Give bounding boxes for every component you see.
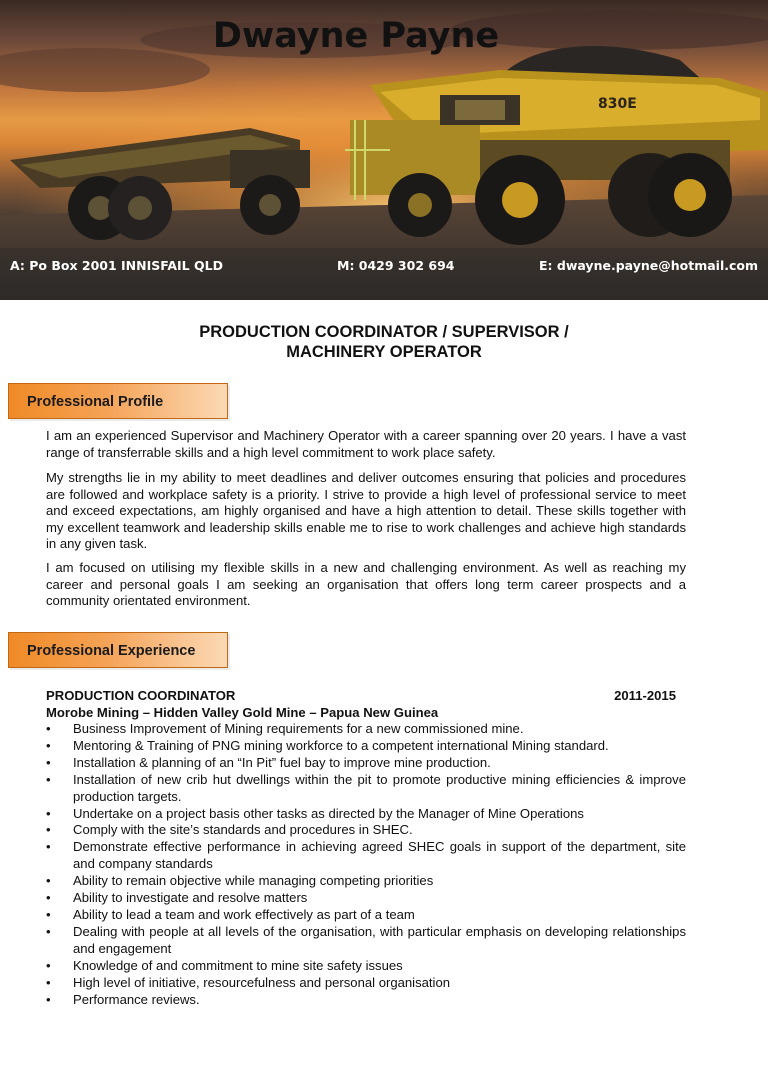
list-item xyxy=(46,958,686,975)
duty-text: Performance reviews. xyxy=(73,991,200,1007)
truck-number: 830E xyxy=(598,96,637,112)
role-heading xyxy=(46,687,676,704)
list-item xyxy=(46,975,686,992)
duties-list xyxy=(46,721,686,1008)
role-title: PRODUCTION COORDINATOR xyxy=(46,688,236,703)
profile-paragraph: I am focused on utilising my flexible skills in a new and challenging environment. As well as reaching my career and personal goals I am seeking an organisation that offers long term career prospects and a community orientated environment. xyxy=(46,560,686,609)
duty-text: Demonstrate effective performance in achieving agreed SHEC goals in support of the department, site and company standards xyxy=(73,839,686,872)
duty-text: Undertake on a project basis other tasks as directed by the Manager of Mine Operations xyxy=(73,805,584,821)
duty-text: High level of initiative, resourcefulness and personal organisation xyxy=(73,974,451,990)
list-item xyxy=(46,924,686,958)
bullet-icon: • xyxy=(46,890,51,906)
header-banner xyxy=(0,0,768,300)
duty-text: Dealing with people at all levels of the organisation, with particular emphasis on developing relationships and engagement xyxy=(73,923,686,956)
large-dump-truck xyxy=(345,70,768,245)
bullet-icon: • xyxy=(46,805,51,821)
bullet-icon: • xyxy=(46,974,51,990)
bullet-icon: • xyxy=(46,957,51,973)
section-heading-experience xyxy=(8,632,228,668)
list-item xyxy=(46,839,686,873)
bullet-icon: • xyxy=(46,737,51,753)
mobile-text: M: 0429 302 694 xyxy=(337,258,455,273)
bullet-icon: • xyxy=(46,923,51,939)
section-heading-profile xyxy=(8,383,228,419)
profile-paragraph: I am an experienced Supervisor and Machinery Operator with a career spanning over 20 years. I have a vast range of transferrable skills and a high level commitment to work place safety. xyxy=(46,428,686,460)
duty-text: Installation & planning of an “In Pit” fuel bay to improve mine production. xyxy=(73,754,491,770)
bullet-icon: • xyxy=(46,991,51,1007)
list-item xyxy=(46,772,686,806)
job-title-line-1: PRODUCTION COORDINATOR / SUPERVISOR / xyxy=(199,323,569,341)
list-item xyxy=(46,822,686,839)
bullet-icon: • xyxy=(46,873,51,889)
duty-text: Business Improvement of Mining requirements for a new commissioned mine. xyxy=(73,721,524,736)
list-item xyxy=(46,721,686,738)
list-item xyxy=(46,890,686,907)
job-title-line-2: MACHINERY OPERATOR xyxy=(286,343,482,361)
list-item xyxy=(46,873,686,890)
section-heading-label: Professional Experience xyxy=(27,643,196,659)
bullet-icon: • xyxy=(46,721,51,736)
list-item xyxy=(46,738,686,755)
duty-text: Ability to remain objective while managing competing priorities xyxy=(73,873,434,889)
contact-bar xyxy=(0,250,768,280)
section-heading-label: Professional Profile xyxy=(27,394,164,410)
job-title xyxy=(0,322,768,362)
duty-text: Ability to investigate and resolve matters xyxy=(73,890,308,906)
list-item xyxy=(46,992,686,1009)
duty-text: Comply with the site’s standards and procedures in SHEC. xyxy=(73,822,413,838)
list-item xyxy=(46,755,686,772)
duty-text: Knowledge of and commitment to mine site safety issues xyxy=(73,957,403,973)
profile-paragraph: My strengths lie in my ability to meet deadlines and deliver outcomes ensuring that policies and procedures are followed and workplace safety is a priority. I strive to provide a high level of professional service to meet and exceed expectations, am highly organised and have a high attention to detail. These skills together with my excellent teamwork and leadership skills enable me to rise to work challenges and achieve high standards in any given task. xyxy=(46,470,686,552)
bullet-icon: • xyxy=(46,771,51,787)
list-item xyxy=(46,806,686,823)
bullet-icon: • xyxy=(46,906,51,922)
duty-text: Ability to lead a team and work effectively as part of a team xyxy=(73,906,415,922)
bullet-icon: • xyxy=(46,839,51,855)
address-text: A: Po Box 2001 INNISFAIL QLD xyxy=(10,258,223,273)
bullet-icon: • xyxy=(46,754,51,770)
duty-text: Installation of new crib hut dwellings within the pit to promote productive mining efficiencies & improve production targets. xyxy=(73,771,686,804)
duty-text: Mentoring & Training of PNG mining workforce to a competent international Mining standard. xyxy=(73,737,609,753)
employer-name: Morobe Mining – Hidden Valley Gold Mine – Papua New Guinea xyxy=(46,705,439,720)
candidate-name: Dwayne Payne xyxy=(212,16,500,56)
email-text: E: dwayne.payne@hotmail.com xyxy=(539,258,758,273)
list-item xyxy=(46,907,686,924)
bullet-icon: • xyxy=(46,822,51,838)
role-years: 2011-2015 xyxy=(614,688,676,703)
